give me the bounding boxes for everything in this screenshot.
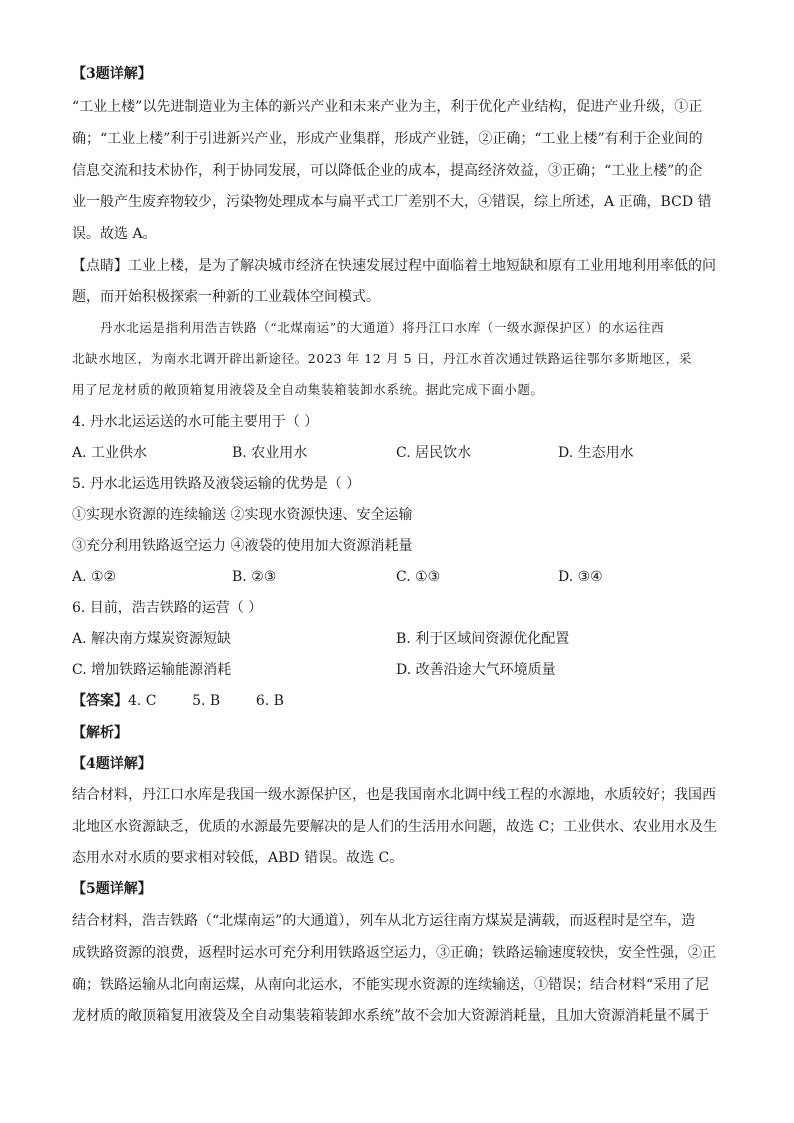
q3-detail-line: 确；“工业上楼”利于引进新兴产业，形成产业集群，形成产业链，②正确；“工业上楼”有利于企业间的 [72, 131, 703, 147]
material-line: 用了尼龙材质的敞顶箱复用液袋及全自动集装箱装卸水系统。据此完成下面小题。 [72, 382, 544, 397]
material-line: 丹水北运是指利用浩吉铁路（“北煤南运”的大通道）将丹江口水库（一级水源保护区）的水运往西 [100, 320, 665, 335]
analysis-heading: 【解析】 [72, 725, 128, 741]
dianjing-line: 【点睛】工业上楼，是为了解决城市经济在快速发展过程中面临着土地短缺和原有工业用地利用率低的问 [72, 258, 716, 274]
q5-statement: ①实现水资源的连续输送 ②实现水资源快速、安全运输 [72, 507, 413, 523]
dianjing-line: 题，而开始积极探索一种新的工业载体空间模式。 [72, 289, 380, 305]
q4-option-d: D. 生态用水 [558, 445, 634, 461]
q3-detail-line: 业一般产生废弃物较少，污染物处理成本与扁平式工厂差别不大，④错误，综上所述，A 正确，BCD 错 [72, 194, 712, 210]
q4-detail-line: 态用水对水质的要求相对较低，ABD 错误。故选 C。 [72, 850, 404, 866]
q5-detail-line: 确；铁路运输从北向南运煤，从南向北运水，不能实现水资源的连续输送，①错误；结合材料“采用了尼 [72, 977, 710, 993]
q3-detail-heading: 【3题详解】 [72, 66, 152, 82]
q4-option-b: B. 农业用水 [232, 445, 308, 461]
q5-detail-line: 结合材料，浩吉铁路（“北煤南运”的大通道），列车从北方运往南方煤炭是满载，而返程时是空车，造 [72, 913, 696, 929]
q5-stem: 5. 丹水北运选用铁路及液袋运输的优势是（ ） [72, 476, 361, 492]
q5-statement: ③充分利用铁路返空运力 ④液袋的使用加大资源消耗量 [72, 538, 413, 554]
q4-option-a: A. 工业供水 [72, 445, 148, 461]
q3-detail-line: “工业上楼”以先进制造业为主体的新兴产业和未来产业为主，利于优化产业结构，促进产业升级，①正 [72, 99, 703, 115]
q6-option-b: B. 利于区域间资源优化配置 [396, 631, 570, 647]
q3-detail-line: 信息交流和技术协作，利于协同发展，可以降低企业的成本，提高经济效益，③正确；“工业上楼”的企 [72, 163, 703, 179]
q5-option-b: B. ②③ [232, 569, 277, 585]
q6-stem: 6. 目前，浩吉铁路的运营（ ） [72, 600, 263, 616]
q4-option-c: C. 居民饮水 [396, 445, 472, 461]
q4-detail-line: 北地区水资源缺乏，优质的水源最先要解决的是人们的生活用水问题，故选 C；工业供水、农业用水及生 [72, 819, 718, 835]
q5-detail-line: 成铁路资源的浪费，返程时运水可充分利用铁路返空运力，③正确；铁路运输速度较快，安全性强，②正 [72, 945, 716, 961]
q6-option-d: D. 改善沿途大气环境质量 [396, 662, 556, 678]
q4-detail-line: 结合材料，丹江口水库是我国一级水源保护区，也是我国南水北调中线工程的水源地，水质较好；我国西 [72, 787, 716, 803]
material-line: 北缺水地区，为南水北调开辟出新途径。2023 年 12 月 5 日，丹江水首次通过铁路运往鄂尔多斯地区，采 [72, 351, 692, 366]
q6-option-c: C. 增加铁路运输能源消耗 [72, 662, 232, 678]
q3-detail-line: 误。故选 A。 [72, 226, 157, 242]
answer-label: 【答案】 [72, 693, 128, 709]
q5-detail-line: 龙材质的敞顶箱复用液袋及全自动集装箱装卸水系统”故不会加大资源消耗量，且加大资源消耗量不属于 [72, 1008, 710, 1024]
q4-detail-heading: 【4题详解】 [72, 756, 152, 772]
q5-option-a: A. ①② [72, 569, 117, 585]
q5-option-c: C. ①③ [396, 569, 441, 585]
answer-line [72, 691, 284, 711]
q6-option-a: A. 解决南方煤炭资源短缺 [72, 631, 232, 647]
q4-stem: 4. 丹水北运运送的水可能主要用于（ ） [72, 414, 319, 430]
q5-detail-heading: 【5题详解】 [72, 881, 152, 897]
q5-option-d: D. ③④ [558, 569, 603, 585]
answer-values: 4. C 5. B 6. B [128, 693, 284, 709]
